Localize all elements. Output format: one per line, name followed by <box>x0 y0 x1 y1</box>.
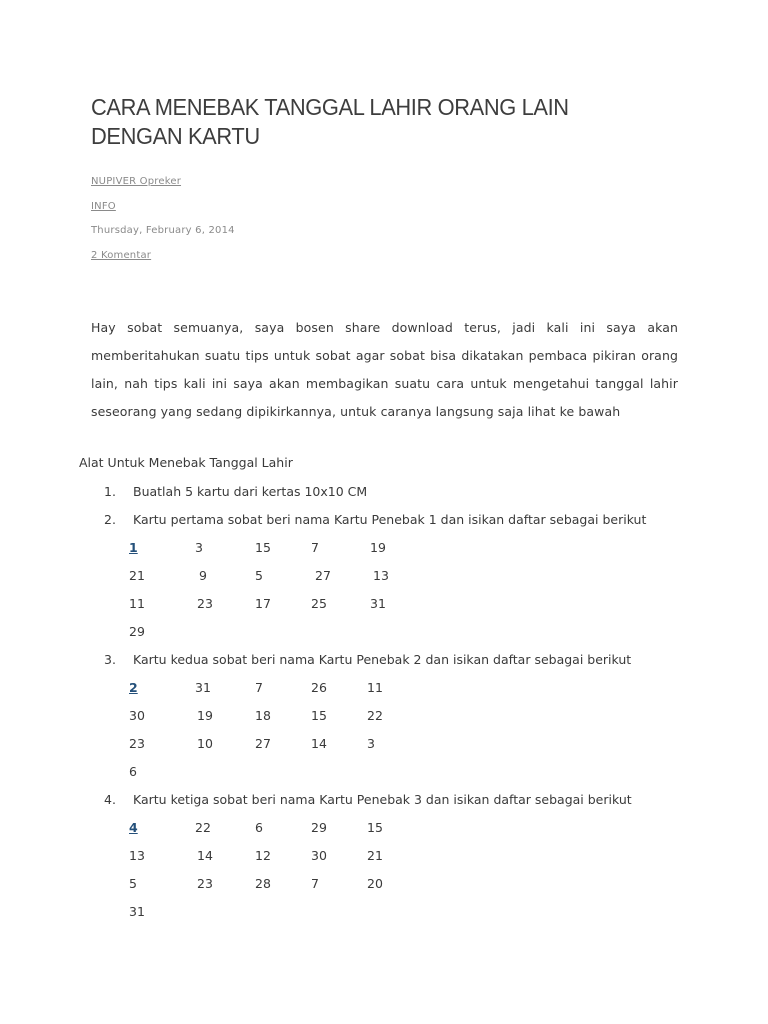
card-number: 29 <box>311 820 327 835</box>
list-item-number: 4. <box>104 792 116 807</box>
card-number: 9 <box>199 568 207 583</box>
card-row <box>129 568 529 588</box>
list-item <box>104 512 646 527</box>
card-row <box>129 540 529 560</box>
card-number: 30 <box>129 708 145 723</box>
author-link[interactable] <box>91 176 181 187</box>
card-number: 13 <box>373 568 389 583</box>
list-item-number: 3. <box>104 652 116 667</box>
card-number: 21 <box>129 568 145 583</box>
card-number: 5 <box>255 568 263 583</box>
card-number: 27 <box>315 568 331 583</box>
card-number: 26 <box>311 680 327 695</box>
card-number: 7 <box>311 876 319 891</box>
card-number: 6 <box>255 820 263 835</box>
category-link[interactable] <box>91 201 116 212</box>
card-number: 15 <box>367 820 383 835</box>
card-number: 23 <box>129 736 145 751</box>
card-number: 22 <box>195 820 211 835</box>
comments-link[interactable] <box>91 250 151 261</box>
post-date: Thursday, February 6, 2014 <box>91 225 235 236</box>
card-number: 14 <box>197 848 213 863</box>
card-number: 7 <box>255 680 263 695</box>
card-number-label: 4 <box>129 820 138 835</box>
card-number: 13 <box>129 848 145 863</box>
card-number: 3 <box>367 736 375 751</box>
card-number: 7 <box>311 540 319 555</box>
comments-count[interactable]: 2 Komentar <box>91 250 152 261</box>
card-row <box>129 904 529 924</box>
card-number: 31 <box>129 904 145 919</box>
card-number: 21 <box>367 848 383 863</box>
card-number: 17 <box>255 596 271 611</box>
card-row <box>129 624 529 644</box>
card-number-label: 2 <box>129 680 138 695</box>
list-item-text: Buatlah 5 kartu dari kertas 10x10 CM <box>133 484 368 499</box>
card-number: 12 <box>255 848 271 863</box>
card-row <box>129 596 529 616</box>
list-item-text: Kartu kedua sobat beri nama Kartu Penebak 2 dan isikan daftar sebagai berikut <box>133 652 632 667</box>
card-row <box>129 820 529 840</box>
card-number-label: 1 <box>129 540 138 555</box>
card-number: 31 <box>370 596 386 611</box>
card-number: 15 <box>311 708 327 723</box>
card-number: 6 <box>129 764 137 779</box>
list-item-number: 2. <box>104 512 116 527</box>
card-number: 29 <box>129 624 145 639</box>
card-number: 23 <box>197 876 213 891</box>
list-item <box>104 792 632 807</box>
card-number: 19 <box>370 540 386 555</box>
list-item <box>104 484 367 499</box>
card-number: 18 <box>255 708 271 723</box>
card-row <box>129 708 529 728</box>
article-title: CARA MENEBAK TANGGAL LAHIR ORANG LAIN DENGAN KARTU <box>91 94 569 149</box>
list-item-number: 1. <box>104 484 116 499</box>
card-number: 28 <box>255 876 271 891</box>
card-row <box>129 848 529 868</box>
card-number: 19 <box>197 708 213 723</box>
card-row <box>129 764 529 784</box>
card-number: 11 <box>367 680 383 695</box>
card-number: 5 <box>129 876 137 891</box>
list-item <box>104 652 631 667</box>
card-number: 11 <box>129 596 145 611</box>
card-number: 3 <box>195 540 203 555</box>
list-item-text: Kartu pertama sobat beri nama Kartu Penebak 1 dan isikan daftar sebagai berikut <box>133 512 647 527</box>
author-name[interactable]: NUPIVER Opreker <box>91 176 182 187</box>
category-label[interactable]: INFO <box>91 201 116 212</box>
card-number: 10 <box>197 736 213 751</box>
card-number: 31 <box>195 680 211 695</box>
list-item-text: Kartu ketiga sobat beri nama Kartu Penebak 3 dan isikan daftar sebagai berikut <box>133 792 632 807</box>
intro-paragraph: Hay sobat semuanya, saya bosen share download terus, jadi kali ini saya akan memberitahukan suatu tips untuk sobat agar sobat bisa dikatakan pembaca pikiran orang lain, nah tips kali ini saya akan membagikan suatu cara untuk mengetahui tanggal lahir seseorang yang sedang dipikirkannya, untuk caranya langsung saja lihat ke bawah <box>91 320 678 419</box>
card-number: 15 <box>255 540 271 555</box>
card-number: 25 <box>311 596 327 611</box>
card-number: 23 <box>197 596 213 611</box>
section-heading: Alat Untuk Menebak Tanggal Lahir <box>79 455 293 470</box>
card-number: 22 <box>367 708 383 723</box>
card-row <box>129 680 529 700</box>
card-number: 20 <box>367 876 383 891</box>
card-number: 30 <box>311 848 327 863</box>
card-row <box>129 876 529 896</box>
card-row <box>129 736 529 756</box>
card-number: 14 <box>311 736 327 751</box>
card-number: 27 <box>255 736 271 751</box>
